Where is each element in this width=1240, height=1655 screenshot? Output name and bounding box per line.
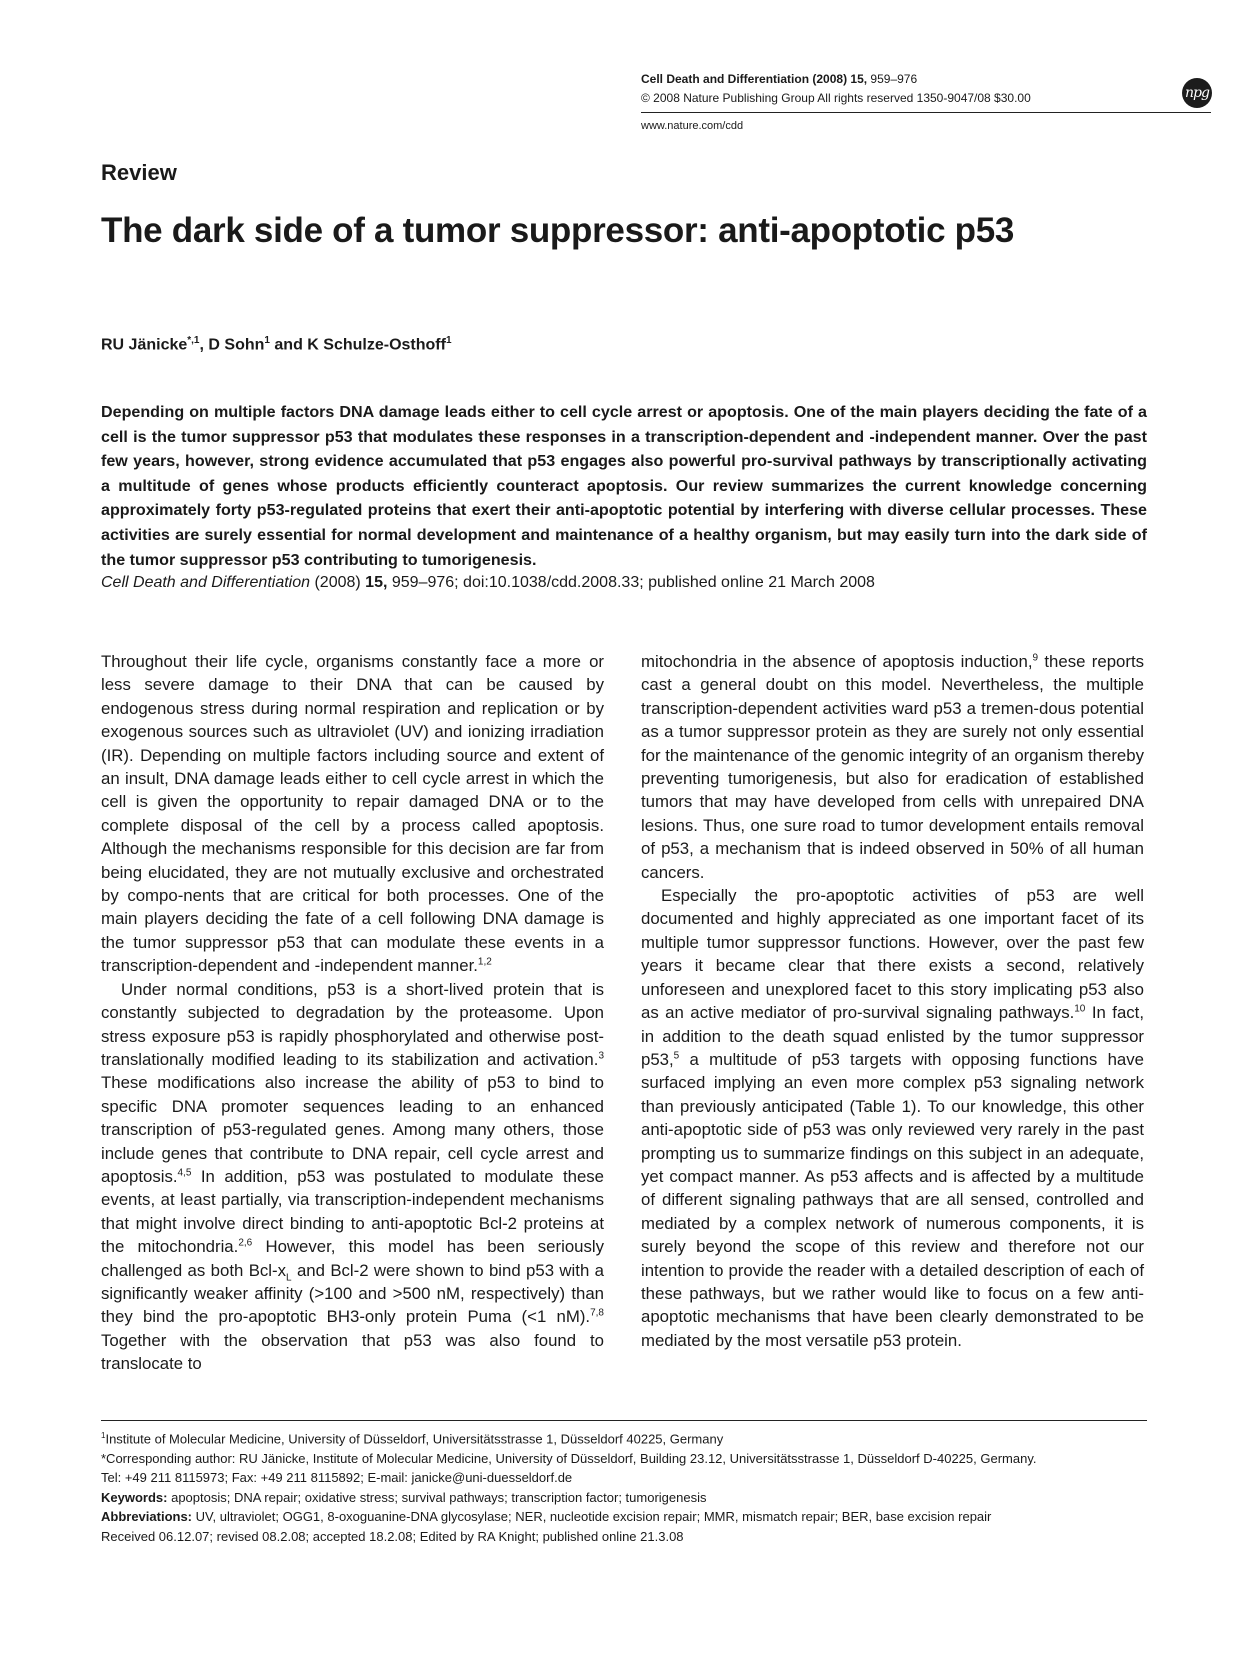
paragraph-text: Throughout their life cycle, organisms constantly face a more or less severe damage to their DNA that can be caused by endogenous stress during normal respiration and replication or by exogenous sources such as ultraviolet (UV) and ionizing irradiation (IR). Depending on multiple factors including source and extent of an insult, DNA damage leads either to cell cycle arrest in which the cell is given the opportunity to repair damaged DNA or to the complete disposal of the cell by a process called apoptosis. Although the mechanisms responsible for this decision are far from being elucidated, they are not mutually exclusive and orchestrated by compo-nents that are critical for both processes. One of the main players deciding the fate of a cell following DNA damage is the tumor suppressor p53 that can modulate these events in a transcription-dependent and -independent manner.: [101, 652, 604, 976]
paragraph-text: these reports cast a general doubt on this model. Nevertheless, the multiple transcription-dependent activities ward p53 a tremen-dous potential as a tumor suppressor protein as they are surely not only essential for the maintenance of the genomic integrity of an organism thereby preventing tumorigenesis, but also for eradication of established tumors that may have developed from cells with unrepaired DNA lesions. Thus, one sure road to tumor development entails removal of p53, a mechanism that is indeed observed in 50% of all human cancers.: [641, 652, 1144, 882]
affiliation: [101, 1426, 1147, 1449]
abbreviations-label: Abbreviations:: [101, 1509, 193, 1525]
paragraph-text: mitochondria in the absence of apoptosis induction,: [641, 652, 1033, 671]
citation-volume: 15,: [365, 574, 388, 591]
author-name: K Schulze-Osthoff: [307, 336, 446, 354]
body-paragraph: [641, 650, 1144, 884]
author-name: RU Jänicke: [101, 336, 188, 354]
citation-details: 959–976; doi:10.1038/cdd.2008.33; published online 21 March 2008: [391, 574, 875, 591]
author-list: [101, 335, 452, 354]
author-affiliation-mark: 1: [445, 335, 452, 346]
section-label: Review: [101, 160, 177, 185]
abbreviations-text: UV, ultraviolet; OGG1, 8-oxoguanine-DNA glycosylase; NER, nucleotide excision repair; MMR, mismatch repair; BER, base excision repair: [195, 1509, 992, 1525]
journal-header: [641, 72, 917, 86]
author-affiliation-mark: 1: [264, 335, 270, 346]
reference-mark[interactable]: 7,8: [590, 1307, 604, 1319]
body-column-right: [641, 650, 1144, 1352]
article-title: The dark side of a tumor suppressor: anti-apoptotic p53: [101, 211, 1015, 250]
paragraph-text: Together with the observation that p53 was also found to translocate to: [101, 1330, 604, 1374]
corresponding-author: *Corresponding author: RU Jänicke, Institute of Molecular Medicine, University of Düsseldorf, Building 23.12, Universitätsstrasse 1, Düsseldorf D-40225, Germany.: [101, 1450, 1037, 1466]
reference-mark[interactable]: 3: [598, 1050, 604, 1062]
author-affiliation-mark: *,1: [187, 335, 200, 346]
paragraph-text: Especially the pro-apoptotic activities of p53 are well documented and highly appreciated as one important facet of its multiple tumor suppressor functions. However, over the past few years it became clear that there exists a second, relatively unforeseen and unexplored facet to this story implicating p53 also as an active mediator of pro-survival signaling pathways.: [641, 886, 1144, 1023]
npg-logo: npg: [1182, 78, 1212, 108]
journal-pages: 959–976: [870, 72, 918, 86]
footnote-divider: [101, 1420, 1147, 1421]
paragraph-text: and Bcl-2 were shown to bind p53 with a significantly weaker affinity (>100 and >500 nM, respectively) than they bind the pro-apoptotic BH3-only protein Puma (<1 nM).: [101, 1260, 604, 1327]
affiliation-mark: 1: [101, 1431, 106, 1440]
reference-mark[interactable]: 4,5: [177, 1167, 192, 1179]
journal-year-volume: (2008) 15,: [812, 72, 868, 86]
keywords-text: apoptosis; DNA repair; oxidative stress; survival pathways; transcription factor; tumorigenesis: [171, 1489, 707, 1505]
author-separator: ,: [199, 336, 209, 354]
body-paragraph: [101, 650, 604, 978]
paragraph-text: However, this model has been seriously challenged as both Bcl-x: [101, 1237, 604, 1280]
author-separator: and: [269, 336, 308, 354]
keywords: [101, 1488, 1147, 1508]
abstract: Depending on multiple factors DNA damage leads either to cell cycle arrest or apoptosis. One of the main players deciding the fate of a cell is the tumor suppressor p53 that modulates these responses in a transcription-dependent and -independent manner. Over the past few years, however, strong evidence accumulated that p53 engages also powerful pro-survival pathways by transcriptionally activating a multitude of genes whose products efficiently counteract apoptosis. Our review summarizes the current knowledge concerning approximately forty p53-regulated proteins that exert their anti-apoptotic potential by interfering with diverse cellular processes. These activities are surely essential for normal development and maintenance of a healthy organism, but may easily turn into the dark side of the tumor suppressor p53 contributing to tumorigenesis.: [101, 403, 1147, 569]
header-divider: [641, 112, 1211, 113]
journal-name: Cell Death and Differentiation: [641, 72, 810, 86]
keywords-label: Keywords:: [101, 1489, 168, 1505]
footnotes: [101, 1426, 1147, 1546]
reference-mark[interactable]: 10: [1074, 1003, 1086, 1015]
paragraph-text: In fact, in addition to the death squad enlisted by the tumor suppressor p53,: [641, 1003, 1144, 1069]
reference-mark[interactable]: 5: [673, 1050, 680, 1062]
contact-info: Tel: +49 211 8115973; Fax: +49 211 8115892; E-mail: janicke@uni-duesseldorf.de: [101, 1470, 573, 1486]
affiliation-text: Institute of Molecular Medicine, University of Düsseldorf, Universitätsstrasse 1, Düsseldorf 40225, Germany: [105, 1431, 724, 1447]
reference-mark[interactable]: 9: [1032, 652, 1039, 664]
subscript: L: [286, 1271, 292, 1283]
reference-mark[interactable]: 2,6: [238, 1237, 253, 1249]
journal-url[interactable]: www.nature.com/cdd: [641, 120, 744, 132]
copyright-line: © 2008 Nature Publishing Group All rights reserved 1350-9047/08 $30.00: [641, 91, 1031, 105]
paragraph-text: In addition, p53 was postulated to modulate these events, at least partially, via transcription-independent mechanisms that might involve direct binding to anti-apoptotic Bcl-2 proteins at the mitochondria.: [101, 1166, 604, 1257]
received-dates: Received 06.12.07; revised 08.2.08; accepted 18.2.08; Edited by RA Knight; published online 21.3.08: [101, 1528, 684, 1544]
body-paragraph: [101, 978, 604, 1376]
body-paragraph: [641, 884, 1144, 1352]
paragraph-text: These modifications also increase the ability of p53 to bind to specific DNA promoter sequences leading to an enhanced transcription of p53-regulated genes. Among many others, those include genes that contribute to DNA repair, cell cycle arrest and apoptosis.: [101, 1073, 604, 1186]
citation-year: (2008): [314, 574, 361, 591]
body-column-left: [101, 650, 604, 1376]
author-name: D Sohn: [208, 336, 265, 354]
paragraph-text: Under normal conditions, p53 is a short-lived protein that is constantly subjected to degradation by the proteasome. Upon stress exposure p53 is rapidly phosphorylated and otherwise post-translationally modified leading to its stabilization and activation.: [101, 979, 604, 1069]
citation-line: [101, 574, 875, 592]
reference-mark[interactable]: 1,2: [477, 956, 492, 968]
abbreviations: [101, 1507, 1147, 1527]
citation-journal: Cell Death and Differentiation: [101, 574, 311, 591]
paragraph-text: a multitude of p53 targets with opposing functions have surfaced implying an even more complex p53 signaling network than previously anticipated (Table 1). To our knowledge, this other anti-apoptotic side of p53 was only reviewed very rarely in the past prompting us to summarize findings on this subject in an adequate, yet compact manner. As p53 affects and is affected by a multitude of different signaling pathways that are all sensed, controlled and mediated by a complex network of numerous components, it is surely beyond the scope of this review and therefore not our intention to provide the reader with a detailed description of each of these pathways, but we rather would like to focus on a few anti-apoptotic mechanisms that have been clearly demonstrated to be mediated by the most versatile p53 protein.: [641, 1049, 1144, 1350]
